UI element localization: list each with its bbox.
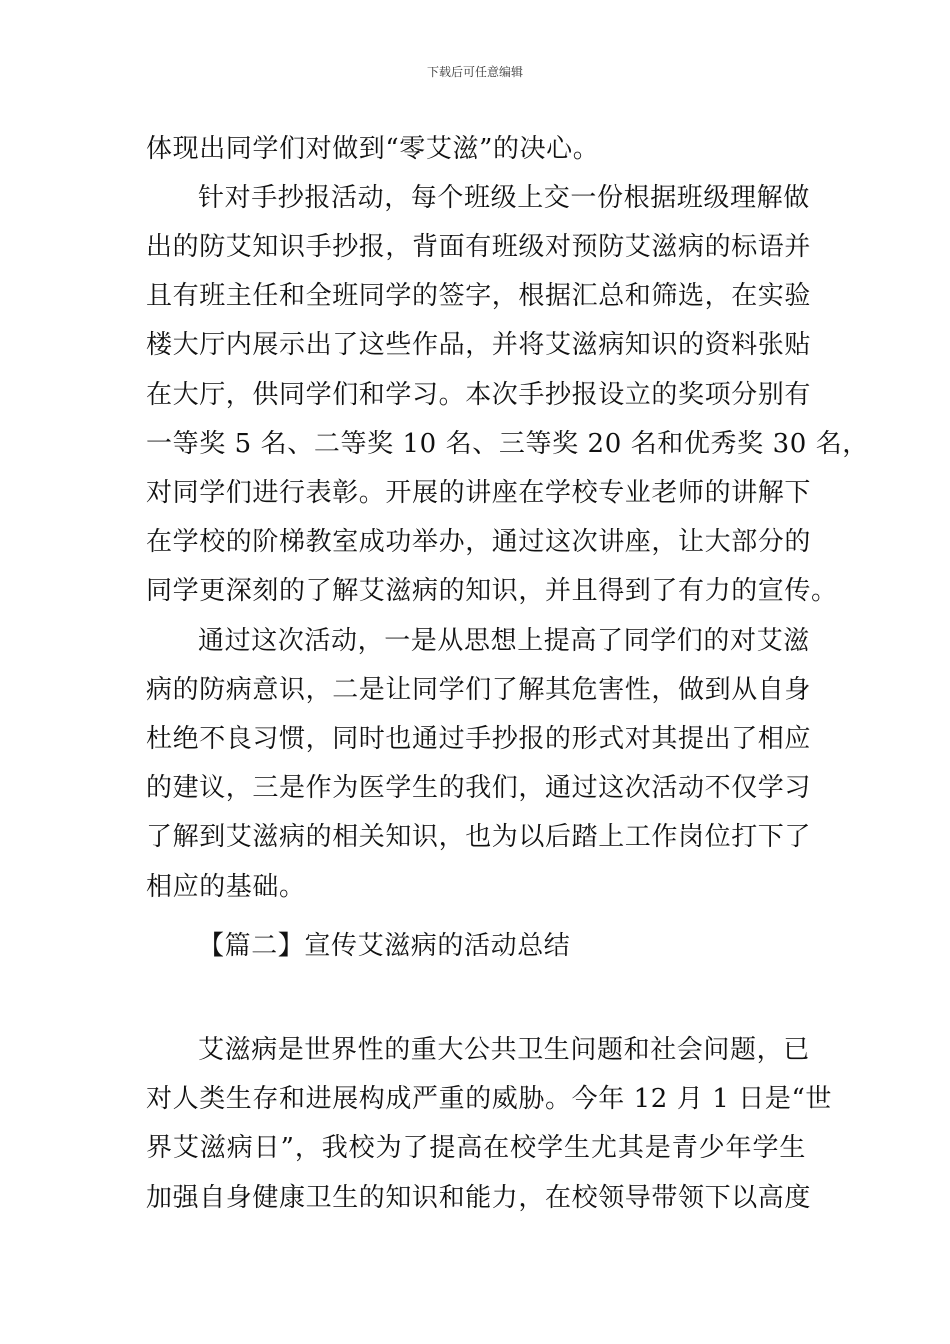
header-note: 下载后可任意编辑 [426, 65, 523, 79]
paragraph-line: 且有班主任和全班同学的签字，根据汇总和筛选，在实验 [146, 281, 812, 311]
paragraph-line: 体现出同学们对做到“零艾滋”的决心。 [146, 134, 600, 164]
paragraph-line: 在学校的阶梯教室成功举办，通过这次讲座，让大部分的 [146, 527, 812, 557]
paragraph-line: 加强自身健康卫生的知识和能力，在校领导带领下以高度 [146, 1183, 812, 1213]
paragraph-line: 针对手抄报活动，每个班级上交一份根据班级理解做 [198, 183, 810, 213]
paragraph-line: 楼大厅内展示出了这些作品，并将艾滋病知识的资料张贴 [146, 330, 812, 360]
paragraph-line: 相应的基础。 [146, 872, 306, 902]
paragraph-line: 出的防艾知识手抄报，背面有班级对预防艾滋病的标语并 [146, 232, 812, 262]
paragraph-line: 对人类生存和进展构成严重的威胁。今年 12 月 1 日是“世 [146, 1084, 832, 1114]
paragraph-line: 同学更深刻的了解艾滋病的知识，并且得到了有力的宣传。 [146, 576, 838, 606]
paragraph-line: 界艾滋病日”，我校为了提高在校学生尤其是青少年学生 [146, 1133, 806, 1163]
paragraph-line: 通过这次活动，一是从思想上提高了同学们的对艾滋 [198, 626, 810, 656]
section-title: 【篇二】宣传艾滋病的活动总结 [198, 931, 571, 961]
paragraph-line: 病的防病意识，二是让同学们了解其危害性，做到从自身 [146, 675, 812, 705]
paragraph-line: 的建议，三是作为医学生的我们，通过这次活动不仅学习 [146, 773, 812, 803]
paragraph-line: 在大厅，供同学们和学习。本次手抄报设立的奖项分别有 [146, 380, 812, 410]
paragraph-line: 杜绝不良习惯，同时也通过手抄报的形式对其提出了相应 [146, 724, 812, 754]
paragraph-line: 一等奖 5 名、二等奖 10 名、三等奖 20 名和优秀奖 30 名， [146, 429, 869, 459]
paragraph-line: 艾滋病是世界性的重大公共卫生问题和社会问题，已 [198, 1035, 810, 1065]
paragraph-line: 了解到艾滋病的相关知识，也为以后踏上工作岗位打下了 [146, 822, 812, 852]
paragraph-line: 对同学们进行表彰。开展的讲座在学校专业老师的讲解下 [146, 478, 812, 508]
